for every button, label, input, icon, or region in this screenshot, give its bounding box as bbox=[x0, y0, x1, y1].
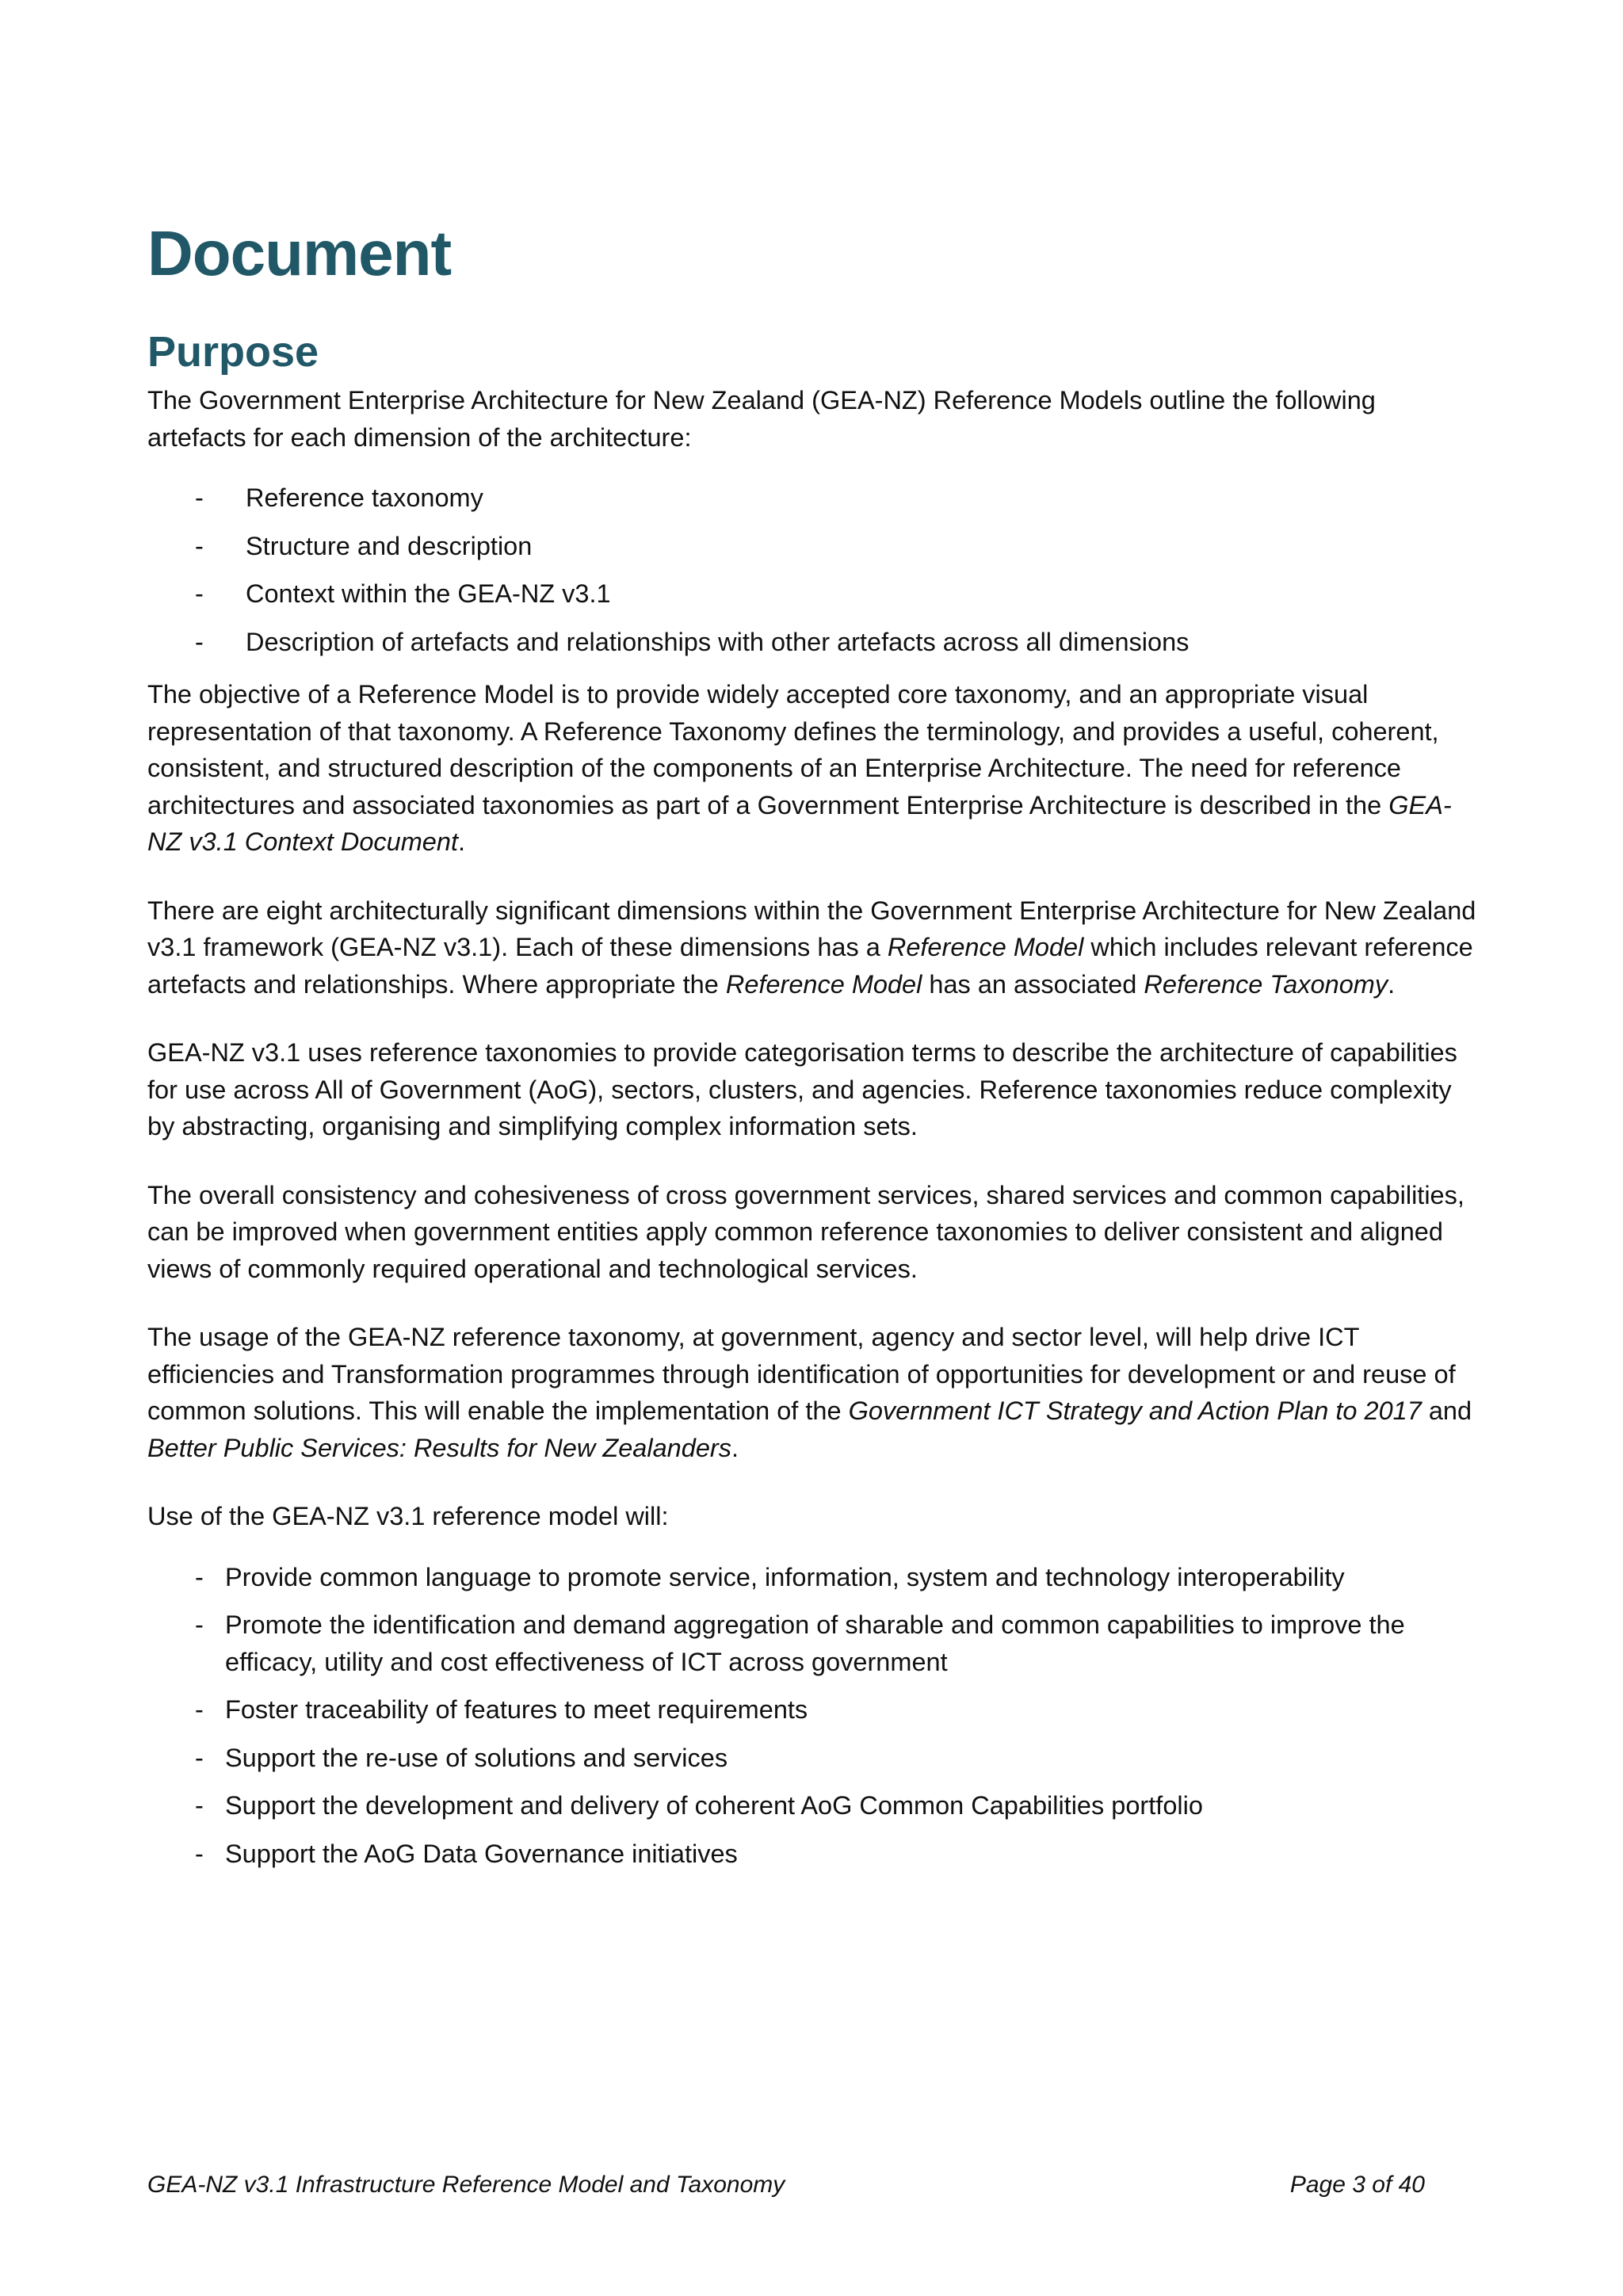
intro-paragraph: The Government Enterprise Architecture for New Zealand (GEA-NZ) Reference Models outline the following artefacts for each dimension of the architecture: bbox=[147, 386, 1376, 452]
paragraph-taxonomies: GEA-NZ v3.1 uses reference taxonomies to provide categorisation terms to describe the architecture of capabilities for use across All of Government (AoG), sectors, clusters, and agencies. Reference taxonomies reduce complexity by abstracting, organising and simplifying complex information sets. bbox=[147, 1038, 1457, 1140]
bullet-dash: - bbox=[195, 1562, 204, 1591]
list-item: - Promote the identification and demand aggregation of sharable and common capabilities to improve the efficacy, utility and cost effectiveness of ICT across government bbox=[147, 1606, 1479, 1680]
bullet-dash: - bbox=[195, 627, 204, 656]
paragraph-dimensions: There are eight architecturally significant dimensions within the Government Enterprise Architecture for New Zealand v3.1 framework (GEA-NZ v3.1). Each of these dimensions has a Reference Model which includes relevant reference artefacts and relationships. Where appropriate the Reference Model has an associated Reference Taxonomy. bbox=[147, 896, 1476, 999]
document-page bbox=[147, 214, 1479, 1883]
artefacts-list bbox=[147, 479, 1479, 660]
list-item: - Support the re-use of solutions and services bbox=[147, 1740, 1479, 1777]
list-item: - Structure and description bbox=[147, 528, 1479, 565]
paragraph-consistency: The overall consistency and cohesiveness of cross government services, shared services and common capabilities, can be improved when government entities apply common reference taxonomies to deliver consistent and aligned views of commonly required operational and technological services. bbox=[147, 1180, 1465, 1283]
list-item: - Reference taxonomy bbox=[147, 479, 1479, 517]
paragraph-use-of: Use of the GEA-NZ v3.1 reference model will: bbox=[147, 1502, 669, 1530]
bullet-dash: - bbox=[195, 1610, 204, 1639]
bullet-dash: - bbox=[195, 1695, 204, 1724]
bullet-dash: - bbox=[195, 1839, 204, 1868]
section-title-purpose: Purpose bbox=[147, 328, 319, 376]
bullet-dash: - bbox=[195, 1743, 204, 1772]
bullet-dash: - bbox=[195, 531, 204, 560]
bullet-dash: - bbox=[195, 1791, 204, 1820]
bullet-dash: - bbox=[195, 483, 204, 512]
list-item: - Support the development and delivery of coherent AoG Common Capabilities portfolio bbox=[147, 1787, 1479, 1824]
footer-document-title: GEA-NZ v3.1 Infrastructure Reference Model and Taxonomy bbox=[147, 2172, 785, 2198]
list-item: - Context within the GEA-NZ v3.1 bbox=[147, 575, 1479, 613]
bullet-dash: - bbox=[195, 579, 204, 608]
document-title: Document bbox=[147, 218, 452, 288]
footer-page-number: Page 3 of 40 bbox=[1289, 2172, 1425, 2198]
list-item: - Foster traceability of features to meet requirements bbox=[147, 1691, 1479, 1729]
list-item: - Provide common language to promote service, information, system and technology interoperability bbox=[147, 1559, 1479, 1596]
list-item: - Description of artefacts and relationships with other artefacts across all dimensions bbox=[147, 624, 1479, 661]
benefits-list bbox=[147, 1559, 1479, 1873]
list-item: - Support the AoG Data Governance initiatives bbox=[147, 1836, 1479, 1873]
paragraph-usage: The usage of the GEA-NZ reference taxonomy, at government, agency and sector level, will help drive ICT efficiencies and Transformation programmes through identification of opportunities for development or and reuse of common solutions. This will enable the implementation of the Government ICT Strategy and Action Plan to 2017 and Better Public Services: Results for New Zealanders. bbox=[147, 1323, 1472, 1462]
paragraph-objective: The objective of a Reference Model is to provide widely accepted core taxonomy, and an appropriate visual representation of that taxonomy. A Reference Taxonomy defines the terminology, and provides a useful, coherent, consistent, and structured description of the components of an Enterprise Architecture. The need for reference architectures and associated taxonomies as part of a Government Enterprise Architecture is described in the GEA-NZ v3.1 Context Document. bbox=[147, 680, 1452, 856]
